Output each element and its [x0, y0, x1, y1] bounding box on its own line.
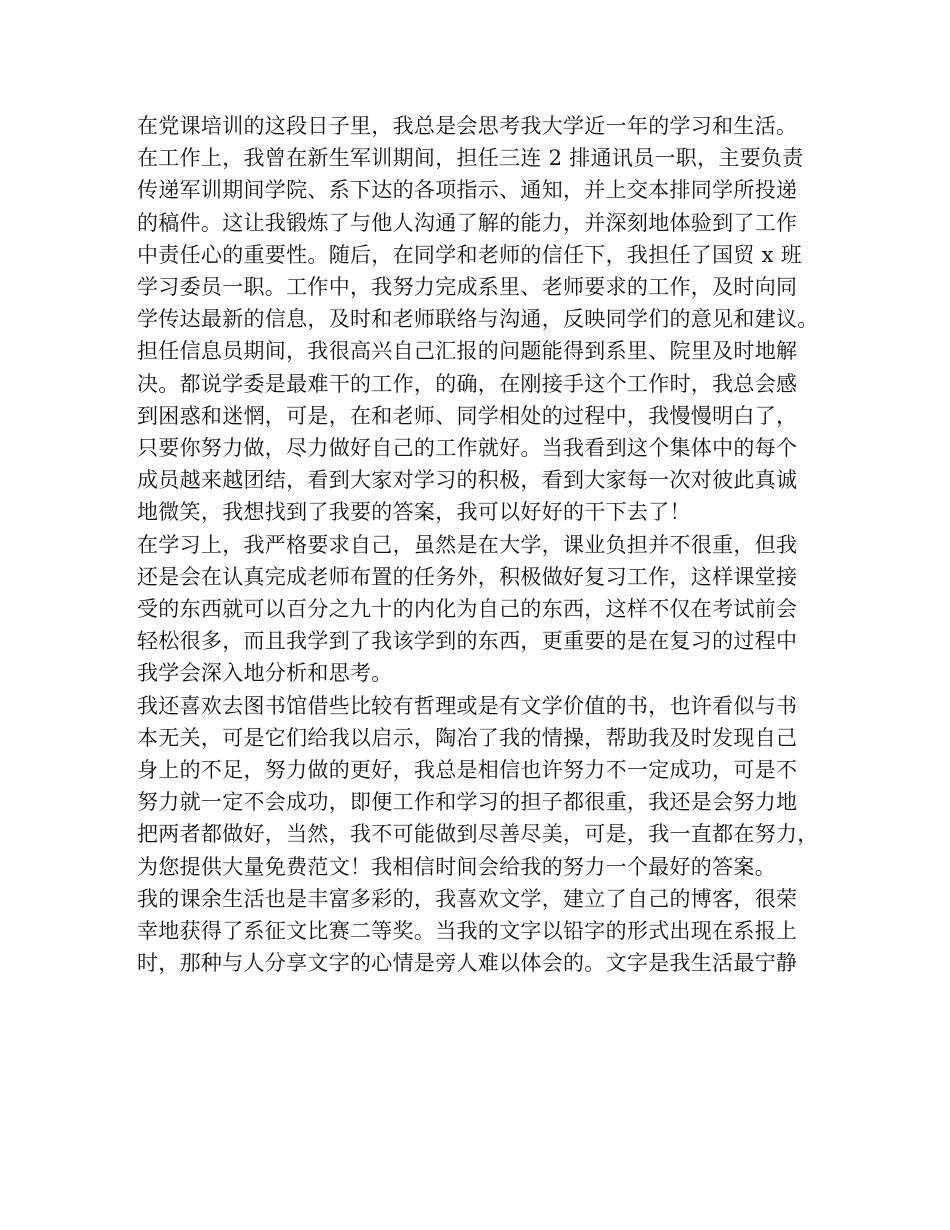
text-line: 轻松很多，而且我学到了我该学到的东西，更重要的是在复习的过程中 — [137, 629, 798, 654]
text-line: 我的课余生活也是丰富多彩的，我喜欢文学，建立了自己的博客，很荣 — [137, 886, 798, 911]
text-line: 为您提供大量免费范文！我相信时间会给我的努力一个最好的答案。 — [137, 854, 776, 879]
text-line: 受的东西就可以百分之九十的内化为自己的东西，这样不仅在考试前会 — [137, 597, 798, 622]
text-line: 幸地获得了系征文比赛二等奖。当我的文字以铅字的形式出现在系报上 — [137, 919, 798, 944]
text-line: 中责任心的重要性。随后，在同学和老师的信任下，我担任了国贸 x 班 — [137, 242, 803, 267]
text-line: 地微笑，我想找到了我要的答案，我可以好好的干下去了！ — [137, 500, 691, 525]
text-line: 在党课培训的这段日子里，我总是会思考我大学近一年的学习和生活。 — [137, 114, 798, 138]
text-line: 本无关，可是它们给我以启示，陶冶了我的情操，帮助我及时发现自己 — [137, 725, 798, 750]
text-line: 学传达最新的信息，及时和老师联络与沟通，反映同学们的意见和建议。 — [137, 307, 819, 332]
text-line: 成员越来越团结，看到大家对学习的积极，看到大家每一次对彼此真诚 — [137, 468, 798, 493]
text-line: 学习委员一职。工作中，我努力完成系里、老师要求的工作，及时向同 — [137, 275, 798, 300]
body-text — [137, 110, 837, 979]
text-line: 把两者都做好，当然，我不可能做到尽善尽美，可是，我一直都在努力， — [137, 822, 819, 847]
text-line: 的稿件。这让我锻炼了与他人沟通了解的能力，并深刻地体验到了工作 — [137, 210, 798, 235]
text-line: 时，那种与人分享文字的心情是旁人难以体会的。文字是我生活最宁静 — [137, 951, 798, 976]
text-line: 努力就一定不会成功，即便工作和学习的担子都很重，我还是会努力地 — [137, 790, 798, 815]
text-line: 只要你努力做，尽力做好自己的工作就好。当我看到这个集体中的每个 — [137, 436, 798, 461]
text-line: 身上的不足，努力做的更好，我总是相信也许努力不一定成功，可是不 — [137, 758, 798, 783]
text-line: 决。都说学委是最难干的工作，的确，在刚接手这个工作时，我总会感 — [137, 371, 798, 396]
text-line: 在学习上，我严格要求自己，虽然是在大学，课业负担并不很重，但我 — [137, 532, 798, 557]
text-line: 我还喜欢去图书馆借些比较有哲理或是有文学价值的书，也许看似与书 — [137, 693, 798, 718]
text-line: 传递军训期间学院、系下达的各项指示、通知，并上交本排同学所投递 — [137, 178, 798, 203]
text-line: 在工作上，我曾在新生军训期间，担任三连 2 排通讯员一职，主要负责 — [137, 146, 804, 171]
text-line: 到困惑和迷惘，可是，在和老师、同学相处的过程中，我慢慢明白了， — [137, 403, 798, 428]
text-line: 还是会在认真完成老师布置的任务外，积极做好复习工作，这样课堂接 — [137, 564, 798, 589]
text-line: 担任信息员期间，我很高兴自己汇报的问题能得到系里、院里及时地解 — [137, 339, 798, 364]
text-line: 我学会深入地分析和思考。 — [137, 661, 393, 686]
